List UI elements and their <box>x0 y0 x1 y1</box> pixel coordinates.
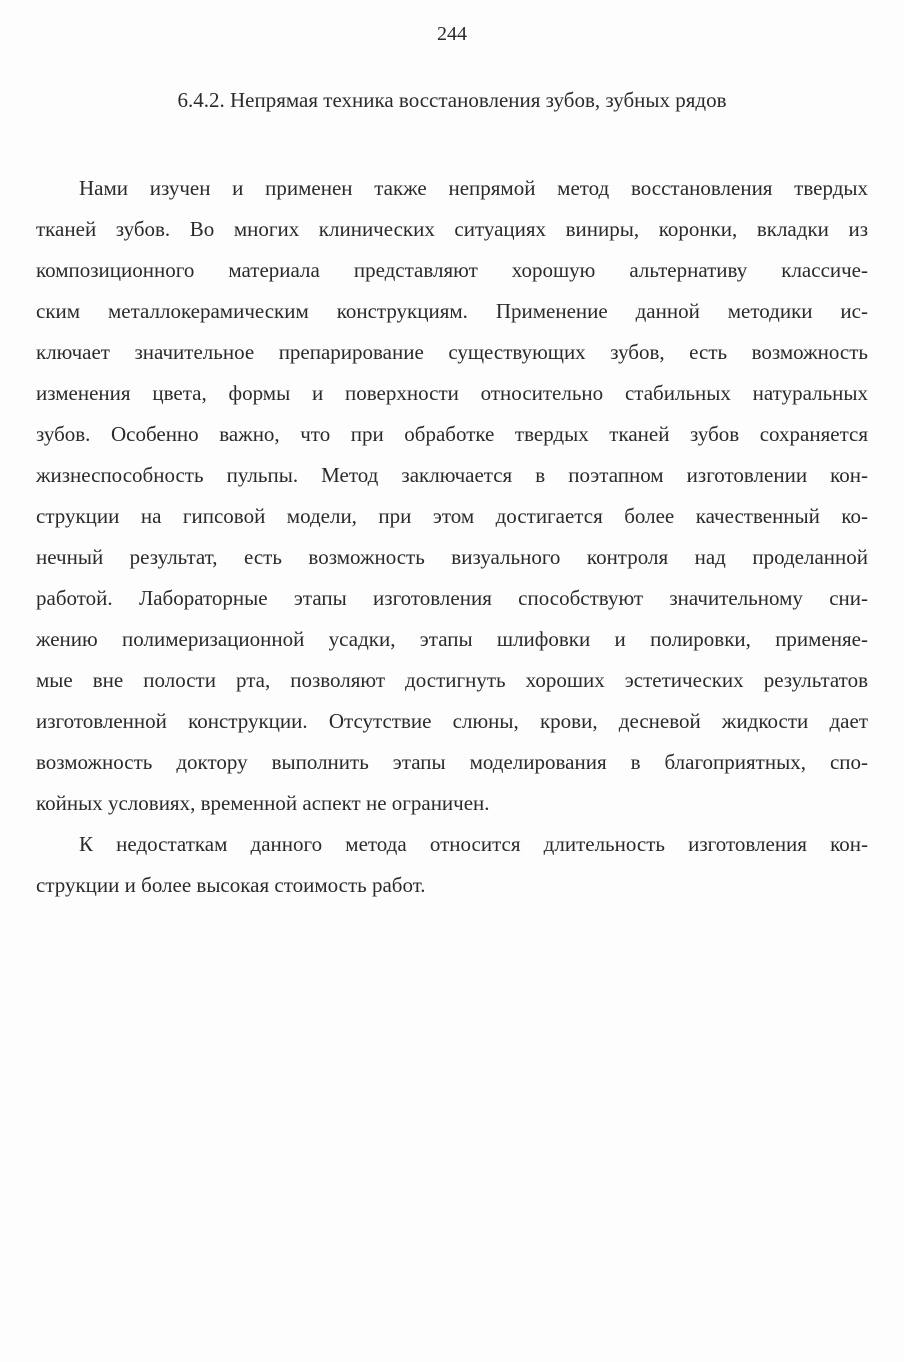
text-line: изменения цвета, формы и поверхности относительно стабильных натуральных <box>36 381 868 405</box>
text-line: жению полимеризационной усадки, этапы шлифовки и полировки, применяе- <box>36 627 868 651</box>
text-line: ключает значительное препарирование существующих зубов, есть возможность <box>36 340 868 364</box>
text-line: работой. Лабораторные этапы изготовления способствуют значительному сни- <box>36 586 868 610</box>
text-line: композиционного материала представляют хорошую альтернативу классиче- <box>36 258 868 282</box>
text-line: возможность доктору выполнить этапы моделирования в благоприятных, спо- <box>36 750 868 774</box>
text-line: койных условиях, временной аспект не ограничен. <box>36 791 490 815</box>
text-line: жизнеспособность пульпы. Метод заключается в поэтапном изготовлении кон- <box>36 463 868 487</box>
text-line: струкции и более высокая стоимость работ. <box>36 873 426 897</box>
text-line: мые вне полости рта, позволяют достигнуть хороших эстетических результатов <box>36 668 868 692</box>
text-line: ским металлокерамическим конструкциям. Применение данной методики ис- <box>36 299 868 323</box>
section-heading: 6.4.2. Непрямая техника восстановления зубов, зубных рядов <box>177 88 727 112</box>
text-line: изготовленной конструкции. Отсутствие слюны, крови, десневой жидкости дает <box>36 709 868 733</box>
text-line: зубов. Особенно важно, что при обработке твердых тканей зубов сохраняется <box>36 422 868 446</box>
text-line: струкции на гипсовой модели, при этом достигается более качественный ко- <box>36 504 868 528</box>
text-line: тканей зубов. Во многих клинических ситуациях виниры, коронки, вкладки из <box>36 217 868 241</box>
text-line: К недостаткам данного метода относится длительность изготовления кон- <box>79 832 868 856</box>
body-text <box>36 168 868 906</box>
paragraph-2 <box>36 824 868 906</box>
paragraph-1 <box>36 168 868 824</box>
page-number: 244 <box>437 23 467 45</box>
text-line: нечный результат, есть возможность визуального контроля над проделанной <box>36 545 868 569</box>
text-line: Нами изучен и применен также непрямой метод восстановления твердых <box>79 176 868 200</box>
